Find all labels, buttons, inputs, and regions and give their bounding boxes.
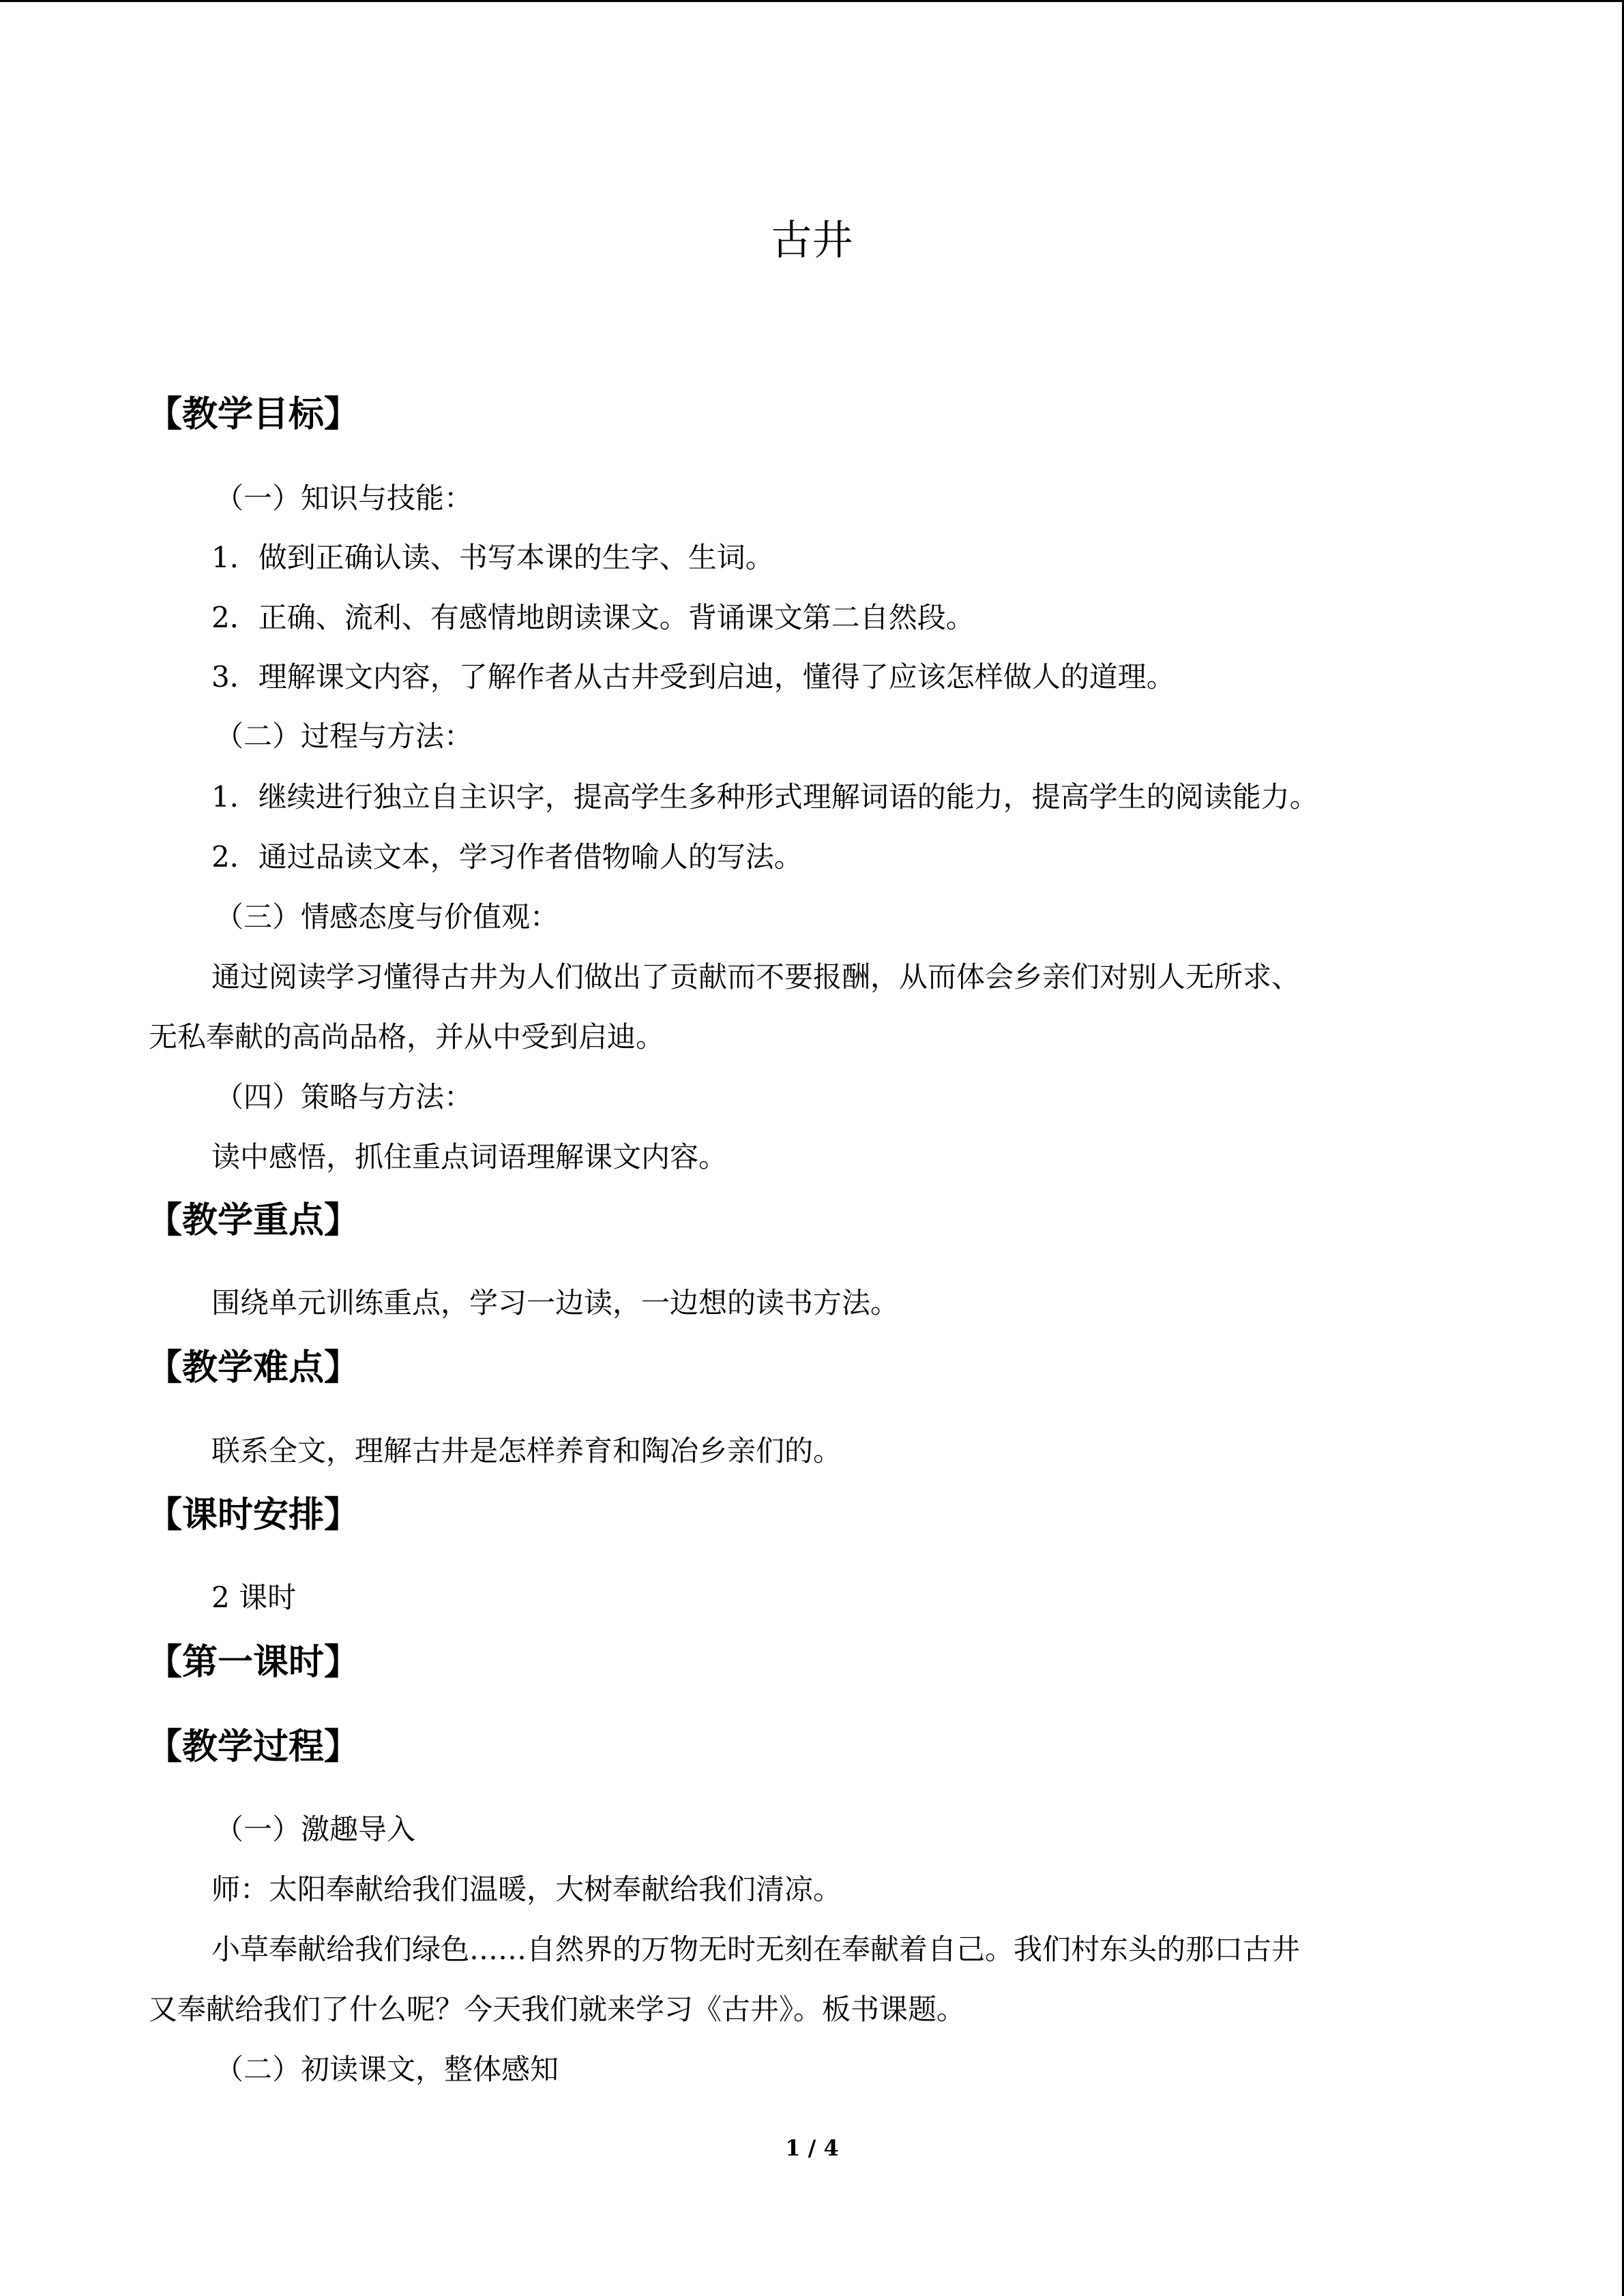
heading-teaching-process: 【教学过程】 [147,1727,360,1768]
process-line: 小草奉献给我们绿色……自然界的万物无时无刻在奉献着自己。我们村东头的那口古井 [211,1933,1301,1966]
difficulty-text: 联系全文，理解古井是怎样养育和陶冶乡亲们的。 [211,1434,842,1467]
process-line: 师：太阳奉献给我们温暖，大树奉献给我们清凉。 [211,1873,842,1906]
page-title: 古井 [771,217,853,265]
process-line: （一）激趣导入 [215,1813,416,1846]
goals-line: 无私奉献的高尚品格，并从中受到启迪。 [149,1020,665,1054]
goals-line: （三）情感态度与价值观： [215,900,559,934]
page-number: 1 / 4 [785,2135,839,2161]
goals-line: 2．通过品读文本，学习作者借物喻人的写法。 [211,840,803,874]
heading-teaching-focus: 【教学重点】 [147,1200,360,1241]
goals-line: （一）知识与技能： [215,481,473,515]
goals-line: 2．正确、流利、有感情地朗读课文。背诵课文第二自然段。 [211,601,975,634]
goals-line: （四）策略与方法： [215,1080,473,1114]
goals-line: 3．理解课文内容，了解作者从古井受到启迪，懂得了应该怎样做人的道理。 [211,660,1175,694]
focus-text: 围绕单元训练重点，学习一边读，一边想的读书方法。 [211,1286,900,1320]
goals-line: 1．做到正确认读、书写本课的生字、生词。 [211,541,774,574]
goals-line: 1．继续进行独立自主识字，提高学生多种形式理解词语的能力，提高学生的阅读能力。 [211,780,1318,814]
heading-schedule: 【课时安排】 [147,1495,360,1536]
goals-line: （二）过程与方法： [215,719,473,753]
goals-line: 通过阅读学习懂得古井为人们做出了贡献而不要报酬，从而体会乡亲们对别人无所求、 [211,960,1301,994]
heading-teaching-difficulty: 【教学难点】 [147,1347,360,1388]
goals-line: 读中感悟，抓住重点词语理解课文内容。 [211,1140,728,1174]
heading-lesson-one: 【第一课时】 [147,1642,360,1683]
process-line: 又奉献给我们了什么呢？今天我们就来学习《古井》。板书课题。 [149,1993,966,2026]
heading-teaching-goals: 【教学目标】 [147,394,360,435]
schedule-text: 2 课时 [211,1581,297,1614]
process-line: （二）初读课文，整体感知 [215,2053,559,2086]
